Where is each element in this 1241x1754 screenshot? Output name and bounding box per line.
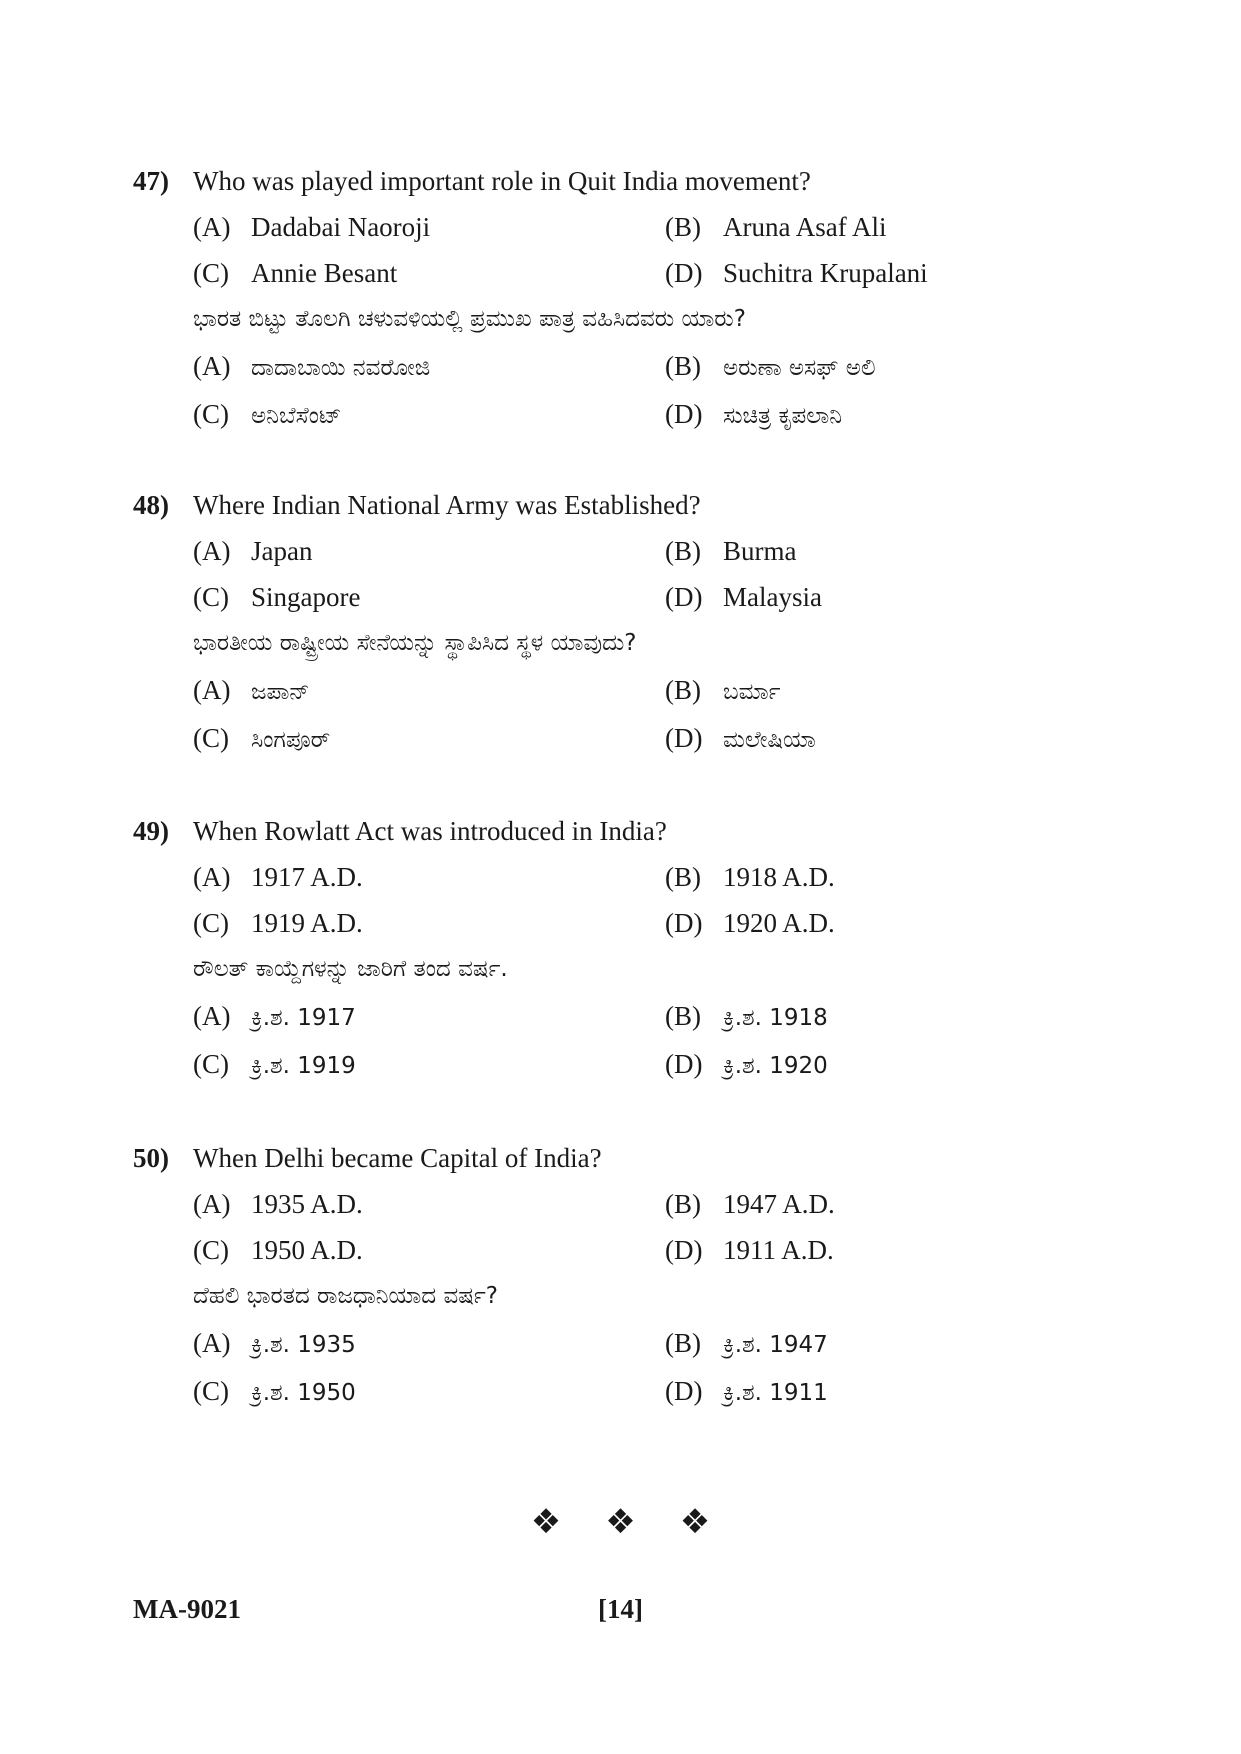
option-text: ಕ್ರಿ.ಶ. 1918 [723,1005,828,1031]
option-text: 1911 A.D. [723,1235,834,1265]
option-text: Burma [723,536,797,566]
options-row-kn-2 [133,714,1113,762]
end-ornament [0,1502,1241,1542]
option-letter: (B) [665,212,701,242]
question-50 [133,1135,1113,1415]
option-letter: (C) [193,258,229,288]
option-text: 1918 A.D. [723,862,835,892]
option-text: ಸುಚಿತ್ರ ಕೃಪಲಾನಿ [723,403,843,429]
option-d-en [665,250,928,296]
options-row-en-2 [133,574,1113,620]
question-text-kn: ಭಾರತೀಯ ರಾಷ್ಟ್ರೀಯ ಸೇನೆಯನ್ನು ಸ್ಥಾಪಿಸಿದ ಸ್ಥಳ ಯಾವುದು? [193,630,637,656]
option-text: ಮಲೇಷಿಯಾ [723,727,816,753]
option-c-kn [193,1040,356,1090]
option-letter: (A) [193,536,231,566]
option-a-kn [193,1319,356,1369]
option-d-en [665,1227,834,1273]
option-text: 1950 A.D. [251,1235,363,1265]
option-a-kn [193,666,310,716]
option-text: ಕ್ರಿ.ಶ. 1917 [251,1005,356,1031]
question-49 [133,808,1113,1088]
option-text: ಕ್ರಿ.ಶ. 1919 [251,1053,356,1079]
options-row-en-2 [133,250,1113,296]
option-text: 1947 A.D. [723,1189,835,1219]
option-letter: (C) [193,1049,229,1079]
option-text: 1920 A.D. [723,908,835,938]
option-text: ಕ್ರಿ.ಶ. 1920 [723,1053,828,1079]
options-row-en-1 [133,204,1113,250]
option-letter: (A) [193,675,231,705]
option-text: Japan [251,536,313,566]
options-row-kn-1 [133,992,1113,1040]
question-number: 50) [133,1143,169,1173]
question-text-kn: ಭಾರತ ಬಿಟ್ಟು ತೊಲಗಿ ಚಳುವಳಿಯಲ್ಲಿ ಪ್ರಮುಖ ಪಾತ್ರ ವಹಿಸಿದವರು ಯಾರು? [193,306,746,332]
option-letter: (B) [665,862,701,892]
question-stem-en [133,808,1113,854]
option-letter: (B) [665,1001,701,1031]
option-a-en [193,528,312,574]
option-text: ಕ್ರಿ.ಶ. 1935 [251,1332,356,1358]
options-row-kn-1 [133,1319,1113,1367]
option-letter: (C) [193,723,229,753]
option-letter: (C) [193,1376,229,1406]
question-text-en: When Rowlatt Act was introduced in India? [193,816,667,846]
page-number: [14] [598,1594,643,1624]
option-letter: (C) [193,1235,229,1265]
option-letter: (C) [193,399,229,429]
option-c-en [193,574,360,620]
option-text: ಅನಿಬೆಸೆಂಟ್ [251,403,342,429]
option-letter: (D) [665,399,703,429]
question-text-en: Where Indian National Army was Established? [193,490,701,520]
option-d-en [665,574,822,620]
option-text: Suchitra Krupalani [723,258,928,288]
option-b-en [665,528,797,574]
option-text: ಬರ್ಮಾ [723,679,781,705]
option-b-en [665,204,886,250]
option-b-en [665,854,835,900]
question-stem-en [133,1135,1113,1181]
options-row-en-1 [133,1181,1113,1227]
option-letter: (A) [193,862,231,892]
option-letter: (B) [665,536,701,566]
option-c-en [193,900,363,946]
question-text-kn: ದೆಹಲಿ ಭಾರತದ ರಾಜಧಾನಿಯಾದ ವರ್ಷ? [193,1283,498,1309]
options-row-kn-2 [133,1040,1113,1088]
option-a-en [193,854,363,900]
option-text: ಜಪಾನ್ [251,679,310,705]
question-48 [133,482,1113,762]
option-b-kn [665,342,876,392]
question-text-en: When Delhi became Capital of India? [193,1143,602,1173]
options-row-kn-2 [133,390,1113,438]
option-text: 1935 A.D. [251,1189,363,1219]
options-row-kn-2 [133,1367,1113,1415]
option-text: ಸಿಂಗಪೂರ್ [251,727,331,753]
option-letter: (B) [665,351,701,381]
question-text-en: Who was played important role in Quit India movement? [193,166,811,196]
option-c-kn [193,714,330,764]
question-text-kn: ರೌಲತ್ ಕಾಯ್ದೆಗಳನ್ನು ಜಾರಿಗೆ ತಂದ ವರ್ಷ. [193,956,508,982]
option-d-kn [665,714,816,764]
option-text: 1917 A.D. [251,862,363,892]
option-text: Annie Besant [251,258,398,288]
option-text: ದಾದಾಬಾಯಿ ನವರೋಜಿ [251,355,431,381]
option-d-kn [665,390,842,440]
diamond-ornament-icon: ❖ [679,1502,711,1542]
option-letter: (D) [665,582,703,612]
option-b-kn [665,1319,828,1369]
question-number: 48) [133,490,169,520]
option-d-kn [665,1040,828,1090]
option-letter: (A) [193,212,231,242]
option-letter: (B) [665,675,701,705]
option-d-kn [665,1367,828,1417]
option-letter: (D) [665,1376,703,1406]
option-letter: (B) [665,1328,701,1358]
option-a-kn [193,342,430,392]
options-row-en-2 [133,1227,1113,1273]
option-letter: (D) [665,723,703,753]
option-text: Dadabai Naoroji [251,212,431,242]
option-a-kn [193,992,356,1042]
option-b-en [665,1181,835,1227]
option-letter: (D) [665,908,703,938]
option-c-en [193,1227,363,1273]
option-text: ಅರುಣಾ ಅಸಫ್ ಅಲಿ [723,355,876,381]
options-row-kn-1 [133,666,1113,714]
option-letter: (D) [665,1235,703,1265]
diamond-ornament-icon: ❖ [605,1502,636,1542]
options-row-en-1 [133,528,1113,574]
option-b-kn [665,992,828,1042]
question-number: 47) [133,166,169,196]
option-text: ಕ್ರಿ.ಶ. 1911 [723,1380,828,1406]
option-c-kn [193,1367,356,1417]
option-text: Aruna Asaf Ali [723,212,887,242]
paper-code: MA-9021 [133,1594,241,1624]
option-letter: (C) [193,908,229,938]
option-text: ಕ್ರಿ.ಶ. 1950 [251,1380,356,1406]
question-stem-en [133,482,1113,528]
option-c-kn [193,390,341,440]
question-stem-en [133,158,1113,204]
option-a-en [193,1181,363,1227]
options-row-en-1 [133,854,1113,900]
question-47 [133,158,1113,438]
option-d-en [665,900,835,946]
options-row-kn-1 [133,342,1113,390]
option-letter: (A) [193,1001,231,1031]
option-c-en [193,250,397,296]
options-row-en-2 [133,900,1113,946]
option-letter: (D) [665,1049,703,1079]
option-text: Singapore [251,582,361,612]
option-letter: (A) [193,351,231,381]
option-b-kn [665,666,780,716]
question-number: 49) [133,816,169,846]
option-text: 1919 A.D. [251,908,363,938]
option-letter: (D) [665,258,703,288]
option-letter: (B) [665,1189,701,1219]
option-letter: (A) [193,1189,231,1219]
option-text: Malaysia [723,582,822,612]
option-text: ಕ್ರಿ.ಶ. 1947 [723,1332,828,1358]
diamond-ornament-icon: ❖ [530,1502,562,1542]
option-letter: (C) [193,582,229,612]
option-a-en [193,204,430,250]
option-letter: (A) [193,1328,231,1358]
